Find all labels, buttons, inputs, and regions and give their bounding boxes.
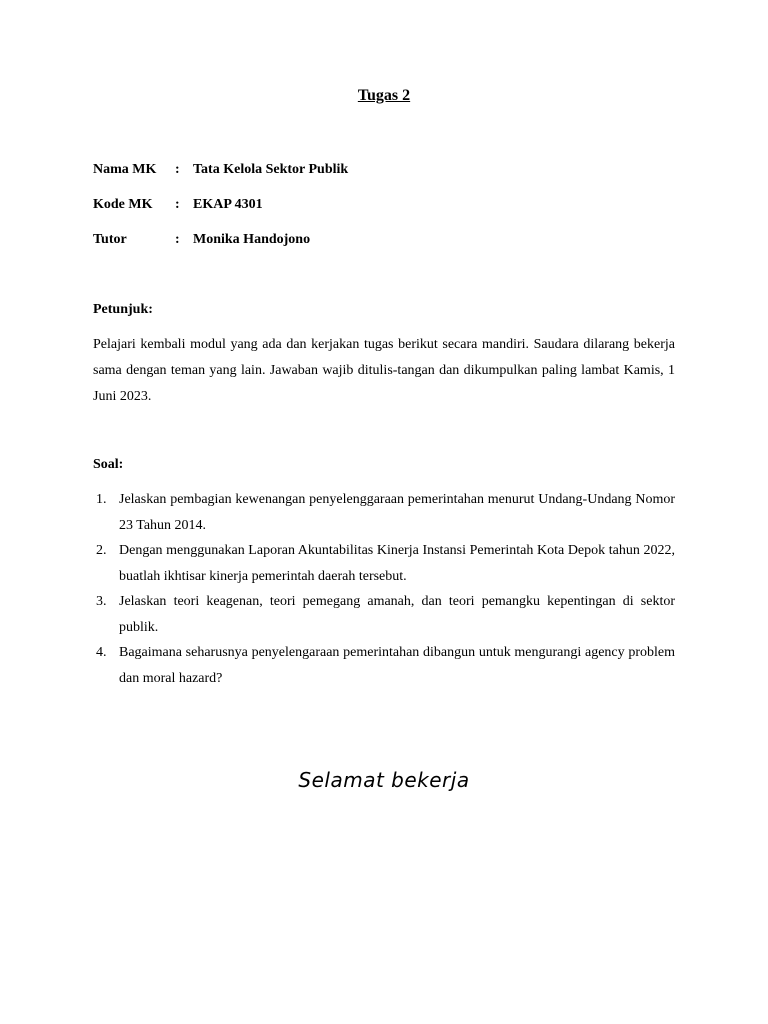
petunjuk-heading: Petunjuk: — [93, 302, 153, 317]
soal-heading: Soal: — [93, 457, 124, 472]
info-separator: : — [175, 232, 180, 247]
signoff-text: Selamat bekerja — [298, 768, 470, 792]
info-value: EKAP 4301 — [193, 197, 263, 212]
soal-item — [93, 589, 675, 640]
info-label: Tutor — [93, 232, 127, 247]
info-separator: : — [175, 197, 180, 212]
info-separator: : — [175, 162, 180, 177]
soal-item — [93, 640, 675, 691]
soal-text: Jelaskan pembagian kewenangan penyelenggaraan pemerintahan menurut Undang-Undang Nomor 23 Tahun 2014. — [119, 492, 675, 533]
soal-text: Dengan menggunakan Laporan Akuntabilitas Kinerja Instansi Pemerintah Kota Depok tahun 2022, buatlah ikhtisar kinerja pemerintah daerah tersebut. — [119, 543, 675, 584]
soal-text: Jelaskan teori keagenan, teori pemegang amanah, dan teori pemangku kepentingan di sektor publik. — [119, 594, 675, 635]
info-value: Monika Handojono — [193, 232, 311, 247]
soal-number: 1. — [96, 492, 107, 507]
soal-number: 4. — [96, 645, 107, 660]
soal-text: Bagaimana seharusnya penyelengaraan pemerintahan dibangun untuk mengurangi agency problem dan moral hazard? — [119, 645, 675, 686]
info-label: Nama MK — [93, 162, 157, 177]
info-label: Kode MK — [93, 197, 153, 212]
soal-list — [93, 487, 675, 691]
soal-number: 3. — [96, 594, 107, 609]
petunjuk-paragraph: Pelajari kembali modul yang ada dan kerjakan tugas berikut secara mandiri. Saudara dilarang bekerja sama dengan teman yang lain. Jawaban wajib ditulis-tangan dan dikumpulkan paling lambat Kamis, 1 Juni 2023. — [93, 337, 675, 404]
soal-item — [93, 487, 675, 538]
soal-number: 2. — [96, 543, 107, 558]
soal-item — [93, 538, 675, 589]
document-title: Tugas 2 — [357, 87, 411, 104]
info-value: Tata Kelola Sektor Publik — [193, 162, 349, 177]
